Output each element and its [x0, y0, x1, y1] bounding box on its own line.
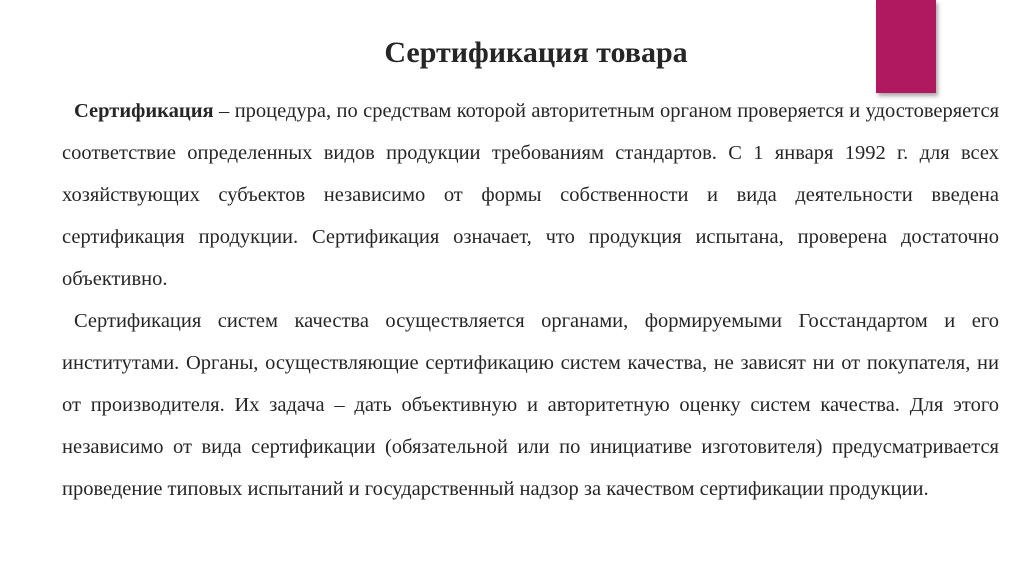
slide-title: Сертификация товара	[384, 36, 688, 69]
paragraph-quality-systems: Сертификация систем качества осуществляется органами, формируемыми Госстандартом и его институтами. Органы, осуществляющие сертификацию систем качества, не зависят ни от покупателя, ни от производителя. Их задача – дать объективную и авторитетную оценку систем качества. Для этого независимо от вида сертификации (обязательной или по инициативе изготовителя) предусматривается проведение типовых испытаний и государственный надзор за качеством сертификации продукции.	[62, 310, 999, 500]
slide-body	[62, 90, 999, 510]
definition-text: – процедура, по средствам которой авторитетным органом проверяется и удостоверяется соответствие определенных видов продукции требованиям стандартов. С 1 января 1992 г. для всех хозяйствующих субъектов независимо от формы собственности и вида деятельности введена сертификация продукции. Сертификация означает, что продукция испытана, проверена достаточно объективно.	[62, 100, 999, 290]
definition-term: Сертификация	[74, 100, 214, 122]
paragraph-definition	[62, 90, 999, 300]
